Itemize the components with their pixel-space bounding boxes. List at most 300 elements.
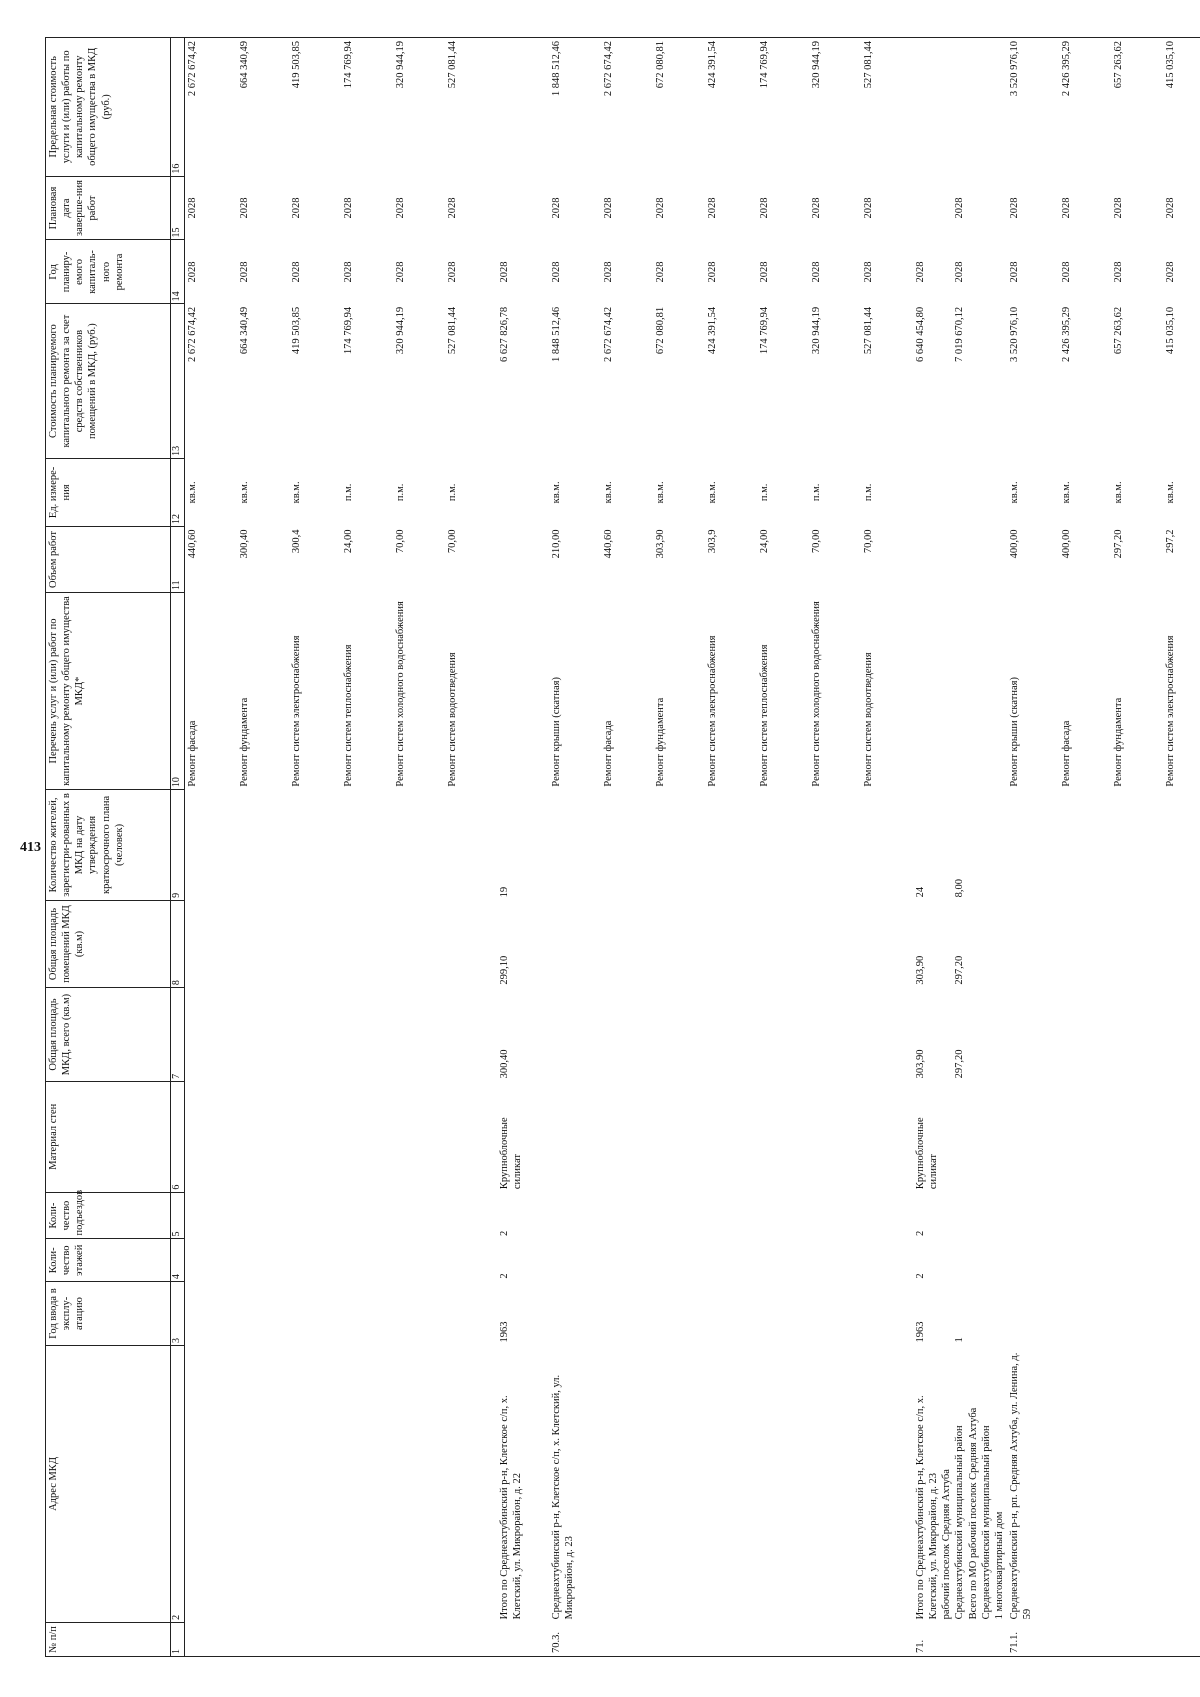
header-col-4: Коли-чество этажей: [46, 1239, 171, 1282]
cell-entrances: [237, 1192, 289, 1239]
cell-residents: [809, 790, 861, 901]
cell-cost: 424 391,54: [707, 306, 718, 355]
cell-floors: [445, 1239, 497, 1282]
cell-entrances: [1059, 1192, 1111, 1239]
cell-floors: [861, 1239, 913, 1282]
cell-cost: 2 426 395,29: [1060, 306, 1072, 363]
cell-area-total: 303,90 297,20: [915, 1049, 966, 1079]
column-number-14: 14: [171, 240, 185, 304]
cell-area-total: [549, 988, 601, 1082]
cell-volume: 70,00: [447, 529, 458, 554]
cell-plan-year: 2028: [187, 261, 198, 283]
cell-num: 71.: [913, 1622, 1007, 1656]
cell-entrances: [757, 1192, 809, 1239]
column-number-12: 12: [171, 458, 185, 526]
cell-end-date: 2028: [1008, 197, 1020, 219]
cell-num: [1059, 1622, 1111, 1656]
cell-area-total: [341, 988, 393, 1082]
cell-unit: п.м.: [343, 483, 354, 502]
cell-entrances: [1163, 1192, 1200, 1239]
column-number-15: 15: [171, 176, 185, 240]
cell-walls: [185, 1081, 238, 1192]
cell-address: [237, 1346, 289, 1623]
cell-residents: [1163, 790, 1200, 901]
cell-area-rooms: [185, 900, 238, 987]
cell-limit: 657 263,62: [1111, 38, 1163, 177]
cell-address: [393, 1346, 445, 1623]
cell-volume: 303,90: [655, 529, 666, 559]
cell-unit: кв.м.: [707, 481, 718, 504]
cell-area-rooms: [1059, 900, 1111, 987]
header-col-15: Плановая дата заверше-ния работ: [46, 176, 171, 240]
cell-plan-year: 2028: [1060, 261, 1072, 283]
cell-volume: 70,00: [863, 529, 874, 554]
cell-residents: [601, 790, 653, 901]
cell-plan-year: 2028 2028: [915, 261, 966, 283]
cell-num: [1163, 1622, 1200, 1656]
cell-year: [757, 1282, 809, 1346]
cell-limit: 2 672 674,42: [601, 38, 653, 177]
cell-work: Ремонт крыши (скатная): [551, 677, 562, 787]
column-number-16: 16: [171, 38, 185, 177]
cell-unit: [913, 458, 1007, 526]
cell-num: 71.1.: [1007, 1622, 1059, 1656]
cell-area-rooms: 299,10: [499, 955, 510, 985]
cell-cost: 320 944,19: [811, 306, 822, 355]
cell-volume: 300,40: [239, 529, 250, 559]
rotated-table-container: [45, 37, 1176, 1657]
table-header: [46, 38, 185, 1657]
cell-work: Ремонт крыши (скатная): [1008, 677, 1020, 787]
cell-end-date: 2028: [239, 197, 250, 219]
cell-plan-year: 2028: [1008, 261, 1020, 283]
cell-num: [705, 1622, 757, 1656]
cell-area-rooms: [289, 900, 341, 987]
cell-walls: [1163, 1081, 1200, 1192]
cell-end-date: 2028: [603, 197, 614, 219]
cell-work: Ремонт систем холодного водоснабжения: [811, 601, 822, 787]
cell-floors: 2: [499, 1273, 510, 1279]
cell-floors: [341, 1239, 393, 1282]
column-number-5: 5: [171, 1192, 185, 1239]
cell-num: [809, 1622, 861, 1656]
cell-area-total: [445, 988, 497, 1082]
cell-address: [185, 1346, 238, 1623]
cell-cost: 527 081,44: [447, 306, 458, 355]
cell-area-rooms: [861, 900, 913, 987]
page-number: 413: [20, 840, 41, 855]
cell-end-date: 2028: [954, 197, 966, 219]
cell-walls: [445, 1081, 497, 1192]
cell-year: [393, 1282, 445, 1346]
cell-entrances: [549, 1192, 601, 1239]
cell-unit: [497, 458, 549, 526]
cell-work: Ремонт систем водоотведения: [447, 652, 458, 787]
header-col-1: № п/п: [46, 1622, 171, 1656]
cell-limit: 320 944,19: [393, 38, 445, 177]
cell-unit: п.м.: [811, 483, 822, 502]
cell-year: [1059, 1282, 1111, 1346]
cell-entrances: [601, 1192, 653, 1239]
cell-address: [861, 1346, 913, 1623]
cell-plan-year: 2028: [395, 261, 406, 283]
cell-floors: [1163, 1239, 1200, 1282]
cell-year: [549, 1282, 601, 1346]
cell-work: [497, 593, 549, 790]
cell-residents: [1111, 790, 1163, 901]
cell-floors: 2: [915, 1273, 926, 1279]
cell-work: Ремонт систем электроснабжения: [291, 635, 302, 787]
cell-entrances: [1111, 1192, 1163, 1239]
cell-address: [1059, 1346, 1111, 1623]
cell-address: [289, 1346, 341, 1623]
cell-cost: 6 640 454,80 7 019 670,12: [915, 306, 966, 363]
cell-cost: 2 672 674,42: [603, 306, 614, 363]
cell-limit: 174 769,94: [341, 38, 393, 177]
cell-entrances: [289, 1192, 341, 1239]
cell-work: Ремонт фундамента: [655, 697, 666, 787]
cell-num: [1111, 1622, 1163, 1656]
cell-cost: 1 848 512,46: [551, 306, 562, 363]
cell-unit: п.м.: [447, 483, 458, 502]
cell-unit: кв.м.: [551, 481, 562, 504]
cell-walls: [809, 1081, 861, 1192]
column-number-10: 10: [171, 593, 185, 790]
cell-walls: [289, 1081, 341, 1192]
cell-cost: 320 944,19: [395, 306, 406, 355]
cell-limit: 2 672 674,42: [185, 38, 238, 177]
cell-num: [445, 1622, 497, 1656]
cell-plan-year: 2028: [447, 261, 458, 283]
cell-residents: [289, 790, 341, 901]
header-col-6: Материал стен: [46, 1081, 171, 1192]
cell-work: Ремонт фундамента: [239, 697, 250, 787]
cell-num: 70.3.: [549, 1622, 601, 1656]
cell-area-rooms: [1007, 900, 1059, 987]
cell-limit: 664 340,49: [237, 38, 289, 177]
cell-work: Ремонт систем теплоснабжения: [759, 644, 770, 787]
cell-area-total: [1059, 988, 1111, 1082]
cell-area-total: [705, 988, 757, 1082]
cell-volume: 440,60: [603, 529, 614, 559]
cell-volume: 440,60: [187, 529, 198, 559]
cell-unit: кв.м.: [1163, 458, 1200, 526]
cell-area-total: 300,40: [499, 1049, 510, 1079]
cell-volume: 70,00: [395, 529, 406, 554]
column-number-4: 4: [171, 1239, 185, 1282]
cell-cost: 657 263,62: [1112, 306, 1124, 355]
table-row: [237, 38, 289, 1657]
cell-work: Ремонт фасада: [1060, 720, 1072, 787]
cell-entrances: 2: [499, 1230, 510, 1236]
cell-area-total: [237, 988, 289, 1082]
cell-area-rooms: 303,90 297,20: [915, 955, 966, 985]
cell-walls: [393, 1081, 445, 1192]
cell-address: [705, 1346, 757, 1623]
cell-area-rooms: [757, 900, 809, 987]
cell-residents: 24 8,00: [915, 878, 966, 898]
cell-year: [601, 1282, 653, 1346]
cell-end-date: 2028: [655, 197, 666, 219]
cell-plan-year: 2028: [655, 261, 666, 283]
cell-num: [653, 1622, 705, 1656]
cell-volume: [913, 526, 1007, 592]
header-col-16: Предельная стоимость услуги и (или) работы по капитальному ремонту общего имущества в МКД (руб.): [46, 38, 171, 177]
cell-plan-year: 2028: [343, 261, 354, 283]
cell-floors: [289, 1239, 341, 1282]
table-row: [393, 38, 445, 1657]
cell-walls: [705, 1081, 757, 1192]
column-number-6: 6: [171, 1081, 185, 1192]
cell-limit: 527 081,44: [861, 38, 913, 177]
cell-end-date: 2028: [1163, 176, 1200, 240]
cell-area-rooms: [393, 900, 445, 987]
cell-volume: 24,00: [343, 529, 354, 554]
header-col-9: Количество жителей, зарегистри-рованных в МКД на дату утверждения краткосрочного плана (человек): [46, 790, 171, 901]
cell-entrances: [185, 1192, 238, 1239]
cell-limit: 2 426 395,29: [1059, 38, 1111, 177]
cell-limit: [497, 38, 549, 177]
cell-entrances: [1007, 1192, 1059, 1239]
cell-cost: 664 340,49: [239, 306, 250, 355]
table-row: [497, 38, 549, 1657]
cell-area-total: [1111, 988, 1163, 1082]
cell-entrances: [809, 1192, 861, 1239]
cell-plan-year: 2028: [603, 261, 614, 283]
cell-walls: Крупноблочные силикат: [915, 1117, 940, 1190]
column-number-3: 3: [171, 1282, 185, 1346]
cell-area-rooms: [1163, 900, 1200, 987]
cell-end-date: 2028: [811, 197, 822, 219]
cell-entrances: [341, 1192, 393, 1239]
header-col-13: Стоимость планируемого капитального ремонта за счет средств собственников помещений в МКД, (руб.): [46, 304, 171, 458]
cell-cost: 174 769,94: [343, 306, 354, 355]
cell-plan-year: 2028: [1112, 261, 1124, 283]
column-number-8: 8: [171, 900, 185, 987]
cell-num: [185, 1622, 238, 1656]
cell-num: [497, 1622, 549, 1656]
column-number-1: 1: [171, 1622, 185, 1656]
cell-cost: 6 627 826,78: [499, 306, 510, 363]
cell-limit: 320 944,19: [809, 38, 861, 177]
cell-walls: [1111, 1081, 1163, 1192]
table-row: [1059, 38, 1111, 1657]
column-number-7: 7: [171, 988, 185, 1082]
cell-floors: [653, 1239, 705, 1282]
cell-volume: 400,00: [1060, 529, 1072, 559]
cell-end-date: 2028: [343, 197, 354, 219]
cell-address: Среднеахтубинский р-н, Клетское с/п, х. Клетский, ул. Микрорайон, д. 23: [551, 1374, 576, 1620]
column-number-row: [171, 38, 185, 1657]
cell-area-total: [1163, 988, 1200, 1082]
cell-end-date: 2028: [759, 197, 770, 219]
cell-residents: [393, 790, 445, 901]
cell-end-date: 2028: [1112, 197, 1124, 219]
cell-unit: кв.м.: [1008, 481, 1020, 504]
cell-end-date: 2028: [551, 197, 562, 219]
cell-year: [289, 1282, 341, 1346]
cell-address: [601, 1346, 653, 1623]
cell-floors: [549, 1239, 601, 1282]
cell-walls: [1059, 1081, 1111, 1192]
cell-area-rooms: [705, 900, 757, 987]
cell-year: [705, 1282, 757, 1346]
cell-residents: [237, 790, 289, 901]
cell-address: [1111, 1346, 1163, 1623]
cell-work: Ремонт систем водоотведения: [863, 652, 874, 787]
cell-volume: 24,00: [759, 529, 770, 554]
cell-residents: [445, 790, 497, 901]
cell-work: Ремонт систем теплоснабжения: [343, 644, 354, 787]
cell-area-rooms: [445, 900, 497, 987]
cell-year: [445, 1282, 497, 1346]
cell-plan-year: 2028: [707, 261, 718, 283]
cell-area-total: [601, 988, 653, 1082]
repair-plan-table: [45, 37, 1200, 1657]
cell-floors: [705, 1239, 757, 1282]
cell-area-rooms: [601, 900, 653, 987]
cell-limit: 174 769,94: [757, 38, 809, 177]
table-row: [809, 38, 861, 1657]
cell-walls: [1007, 1081, 1059, 1192]
cell-unit: п.м.: [395, 483, 406, 502]
cell-num: [393, 1622, 445, 1656]
cell-year: [341, 1282, 393, 1346]
header-col-2: Адрес МКД: [46, 1346, 171, 1623]
cell-floors: [757, 1239, 809, 1282]
cell-year: [185, 1282, 238, 1346]
cell-area-rooms: [237, 900, 289, 987]
cell-walls: [861, 1081, 913, 1192]
cell-year: [237, 1282, 289, 1346]
table-row: [653, 38, 705, 1657]
cell-walls: [601, 1081, 653, 1192]
header-col-8: Общая площадь помещений МКД (кв.м): [46, 900, 171, 987]
cell-area-rooms: [341, 900, 393, 987]
cell-limit: 415 035,10: [1163, 38, 1200, 177]
cell-limit: 3 520 976,10: [1007, 38, 1059, 177]
cell-address: [757, 1346, 809, 1623]
cell-cost: 672 080,81: [655, 306, 666, 355]
cell-walls: [549, 1081, 601, 1192]
cell-limit: 424 391,54: [705, 38, 757, 177]
cell-work: Ремонт систем холодного водоснабжения: [395, 601, 406, 787]
cell-floors: [1007, 1239, 1059, 1282]
cell-area-total: [393, 988, 445, 1082]
cell-entrances: [445, 1192, 497, 1239]
cell-unit: кв.м.: [291, 481, 302, 504]
cell-year: [861, 1282, 913, 1346]
header-col-12: Ед. измере-ния: [46, 458, 171, 526]
column-number-9: 9: [171, 790, 185, 901]
cell-plan-year: 2028: [863, 261, 874, 283]
table-row: [549, 38, 601, 1657]
cell-year: 1963: [499, 1321, 510, 1343]
cell-floors: [1111, 1239, 1163, 1282]
cell-residents: 19: [499, 886, 510, 898]
cell-year: [1111, 1282, 1163, 1346]
cell-year: [1007, 1282, 1059, 1346]
cell-entrances: [653, 1192, 705, 1239]
table-row: [1111, 38, 1163, 1657]
cell-unit: п.м.: [863, 483, 874, 502]
cell-address: [1163, 1346, 1200, 1623]
cell-area-total: [1007, 988, 1059, 1082]
cell-floors: [809, 1239, 861, 1282]
cell-unit: п.м.: [759, 483, 770, 502]
cell-volume: 400,00: [1008, 529, 1020, 559]
cell-volume: 303,9: [707, 529, 718, 554]
table-row: [757, 38, 809, 1657]
header-col-3: Год ввода в эксплу-атацию: [46, 1282, 171, 1346]
cell-unit: кв.м.: [187, 481, 198, 504]
cell-residents: [549, 790, 601, 901]
cell-floors: [1059, 1239, 1111, 1282]
cell-volume: 300,4: [291, 529, 302, 554]
cell-unit: кв.м.: [1060, 481, 1072, 504]
cell-num: [341, 1622, 393, 1656]
cell-entrances: [861, 1192, 913, 1239]
cell-end-date: 2028: [395, 197, 406, 219]
cell-end-date: 2028: [291, 197, 302, 219]
cell-year: [809, 1282, 861, 1346]
cell-area-rooms: [653, 900, 705, 987]
cell-num: [237, 1622, 289, 1656]
cell-cost: 527 081,44: [863, 306, 874, 355]
table-row: [445, 38, 497, 1657]
cell-area-total: [185, 988, 238, 1082]
cell-entrances: [393, 1192, 445, 1239]
cell-work: Ремонт фундамента: [1112, 697, 1124, 787]
cell-cost: 174 769,94: [759, 306, 770, 355]
cell-residents: [705, 790, 757, 901]
cell-end-date: 2028: [447, 197, 458, 219]
cell-end-date: 2028: [863, 197, 874, 219]
cell-work: [913, 593, 1007, 790]
cell-limit: 419 503,85: [289, 38, 341, 177]
cell-address: [653, 1346, 705, 1623]
cell-volume: [497, 526, 549, 592]
cell-residents: [185, 790, 238, 901]
cell-end-date: 2028: [1060, 197, 1072, 219]
cell-cost: 2 672 674,42: [187, 306, 198, 363]
table-row: [1163, 38, 1200, 1657]
cell-walls: [757, 1081, 809, 1192]
cell-work: Ремонт фасада: [187, 720, 198, 787]
cell-unit: кв.м.: [1112, 481, 1124, 504]
cell-floors: [393, 1239, 445, 1282]
cell-work: Ремонт систем электроснабжения: [1163, 593, 1200, 790]
cell-residents: [1059, 790, 1111, 901]
cell-volume: 210,00: [551, 529, 562, 559]
table-row: [861, 38, 913, 1657]
cell-end-date: 2028: [187, 197, 198, 219]
cell-limit: 672 080,81: [653, 38, 705, 177]
header-row: [46, 38, 171, 1657]
cell-walls: Крупноблочные силикат: [499, 1117, 524, 1190]
cell-residents: [341, 790, 393, 901]
cell-plan-year: 2028: [239, 261, 250, 283]
cell-area-rooms: [1111, 900, 1163, 987]
cell-plan-year: 2028: [291, 261, 302, 283]
cell-plan-year: 2028: [551, 261, 562, 283]
cell-area-total: [653, 988, 705, 1082]
cell-area-total: [861, 988, 913, 1082]
cell-residents: [653, 790, 705, 901]
cell-year: 1963 1: [915, 1321, 966, 1343]
cell-year: [653, 1282, 705, 1346]
header-col-14: Год планиру-емого капиталь-ного ремонта: [46, 240, 171, 304]
